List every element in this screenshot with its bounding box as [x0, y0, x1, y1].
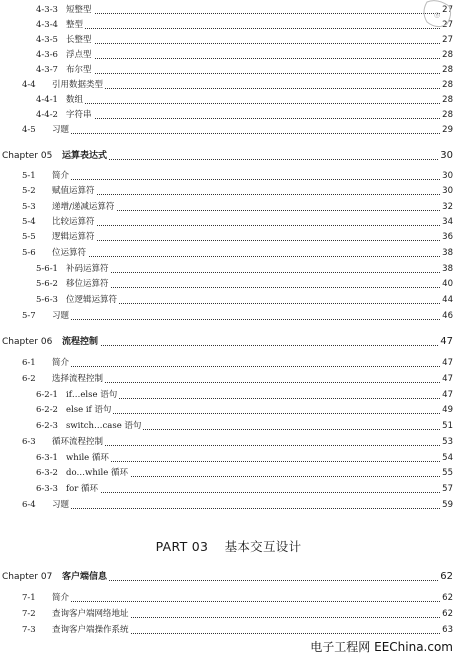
entry-title: 流程控制 [62, 337, 99, 347]
entry-text [22, 183, 97, 199]
subsection-entry [0, 107, 457, 123]
entry-number: 6-2 [22, 374, 36, 384]
chapter-entry [0, 334, 457, 350]
entry-text [36, 261, 111, 277]
leader-dots [66, 43, 442, 44]
leader-dots [66, 13, 442, 14]
entry-text [22, 168, 71, 184]
entry-number: 5-4 [22, 217, 36, 227]
section-entry [0, 497, 457, 513]
entry-text [2, 569, 109, 585]
leader-dots [52, 88, 442, 89]
entry-number: Chapter 07 [2, 572, 53, 582]
subsection-entry [0, 292, 457, 308]
entry-title: 客户端信息 [62, 572, 108, 582]
entry-text [36, 450, 111, 466]
entry-number: 4-3-6 [36, 50, 58, 60]
entry-text [36, 92, 85, 108]
entry-number: 7-3 [22, 625, 36, 635]
entry-number: 6-4 [22, 500, 36, 510]
entry-text [36, 387, 119, 403]
section-entry [0, 355, 457, 371]
subsection-entry [0, 261, 457, 277]
entry-text [22, 371, 105, 387]
entry-title: 简介 [52, 593, 70, 603]
leader-dots [52, 256, 442, 257]
entry-number: 6-1 [22, 358, 36, 368]
entry-title: 长整型 [66, 35, 92, 45]
entry-number: 7-1 [22, 593, 36, 603]
entry-page-number: 63 [440, 622, 453, 638]
entry-number: 4-4-1 [36, 95, 58, 105]
section-entry [0, 77, 457, 93]
leader-dots [52, 366, 442, 367]
entry-text [36, 292, 119, 308]
entry-title: 引用数据类型 [52, 80, 104, 90]
entry-page-number: 47 [438, 334, 453, 350]
leader-dots [52, 240, 442, 241]
leader-dots [66, 58, 442, 59]
entry-page-number: 28 [440, 77, 453, 93]
entry-number: 6-3-2 [36, 468, 58, 478]
entry-page-number: 55 [440, 465, 453, 481]
entry-number: 5-7 [22, 311, 36, 321]
entry-text [36, 47, 94, 63]
section-entry [0, 183, 457, 199]
leader-dots [52, 445, 442, 446]
leader-dots [66, 272, 442, 273]
part-title-text: 基本交互设计 [224, 539, 302, 554]
entry-page-number: 47 [440, 371, 453, 387]
entry-text [22, 590, 71, 606]
entry-page-number: 40 [440, 276, 453, 292]
entry-text [36, 32, 94, 48]
entry-page-number: 46 [440, 308, 453, 324]
subsection-entry [0, 47, 457, 63]
subsection-entry [0, 2, 457, 18]
entry-page-number: 30 [440, 183, 453, 199]
entry-title: 数组 [66, 95, 84, 105]
leader-dots [66, 73, 442, 74]
entry-page-number: 30 [440, 168, 453, 184]
section-entry [0, 168, 457, 184]
entry-number: 5-6 [22, 248, 36, 258]
leader-dots [66, 287, 442, 288]
entry-number: 5-2 [22, 186, 36, 196]
entry-text [22, 229, 97, 245]
entry-text [22, 308, 71, 324]
entry-title: 赋值运算符 [52, 186, 95, 196]
entry-page-number: 51 [440, 418, 453, 434]
leader-dots [66, 118, 442, 119]
entry-page-number: 62 [440, 590, 453, 606]
entry-title: 查询客户端网络地址 [52, 609, 129, 619]
entry-text [36, 276, 111, 292]
section-entry [0, 245, 457, 261]
entry-text [22, 214, 97, 230]
entry-number: 5-5 [22, 232, 36, 242]
subsection-entry [0, 276, 457, 292]
entry-page-number: 62 [440, 606, 453, 622]
watermark-text: 电子工程网 EEChina.com [310, 640, 453, 654]
entry-page-number: 36 [440, 229, 453, 245]
entry-text [36, 481, 100, 497]
entry-page-number: 27 [440, 2, 453, 18]
entry-number: 7-2 [22, 609, 36, 619]
subsection-entry [0, 92, 457, 108]
entry-text [36, 107, 94, 123]
entry-number: 5-6-3 [36, 295, 58, 305]
leader-dots [52, 225, 442, 226]
entry-page-number: 49 [440, 402, 453, 418]
entry-title: 补码运算符 [66, 264, 109, 274]
entry-title: 比较运算符 [52, 217, 95, 227]
entry-page-number: 28 [440, 62, 453, 78]
entry-number: 6-2-1 [36, 390, 58, 400]
section-entry [0, 214, 457, 230]
entry-text [36, 402, 113, 418]
leader-dots [52, 319, 442, 320]
subsection-entry [0, 465, 457, 481]
entry-page-number: 30 [438, 148, 453, 164]
leader-dots [52, 194, 442, 195]
entry-title: else if 语句 [66, 405, 112, 415]
entry-title: 浮点型 [66, 50, 92, 60]
entry-number: 4-3-4 [36, 20, 58, 30]
entry-number: 6-3-1 [36, 453, 58, 463]
entry-text [22, 622, 131, 638]
entry-number: 5-1 [22, 171, 36, 181]
chapter-entry [0, 148, 457, 164]
section-entry [0, 606, 457, 622]
entry-title: 运算表达式 [62, 151, 108, 161]
leader-dots [52, 133, 442, 134]
entry-title: 习题 [52, 125, 70, 135]
entry-title: 循环流程控制 [52, 437, 104, 447]
entry-title: 习题 [52, 500, 70, 510]
leader-dots [66, 398, 442, 399]
entry-number: 5-3 [22, 202, 36, 212]
entry-number: Chapter 05 [2, 151, 53, 161]
entry-text [36, 17, 85, 33]
entry-number: 4-3-5 [36, 35, 58, 45]
entry-number: 5-6-1 [36, 264, 58, 274]
leader-dots [66, 28, 442, 29]
entry-number: 6-2-3 [36, 421, 58, 431]
entry-title: 整型 [66, 20, 84, 30]
entry-number: 6-3 [22, 437, 36, 447]
entry-page-number: 27 [440, 17, 453, 33]
entry-number: 6-2-2 [36, 405, 58, 415]
entry-page-number: 47 [440, 387, 453, 403]
entry-title: 移位运算符 [66, 279, 109, 289]
entry-page-number: 32 [440, 199, 453, 215]
entry-title: 位逻辑运算符 [66, 295, 118, 305]
entry-number: Chapter 06 [2, 337, 53, 347]
part-heading [0, 537, 457, 555]
section-entry [0, 434, 457, 450]
section-entry [0, 229, 457, 245]
leader-dots [52, 601, 442, 602]
entry-page-number: 57 [440, 481, 453, 497]
entry-text [2, 148, 109, 164]
entry-number: 4-4 [22, 80, 36, 90]
entry-page-number: 29 [440, 122, 453, 138]
entry-text [36, 62, 94, 78]
subsection-entry [0, 402, 457, 418]
entry-page-number: 59 [440, 497, 453, 513]
entry-title: 短整型 [66, 5, 92, 15]
entry-page-number: 54 [440, 450, 453, 466]
part-number: PART 03 [155, 539, 209, 554]
section-entry [0, 122, 457, 138]
entry-title: 习题 [52, 311, 70, 321]
entry-page-number: 44 [440, 292, 453, 308]
leader-dots [66, 461, 442, 462]
section-entry [0, 622, 457, 638]
entry-title: switch…case 语句 [66, 421, 142, 431]
leader-dots [52, 508, 442, 509]
entry-title: 递增/递减运算符 [52, 202, 115, 212]
entry-number: 5-6-2 [36, 279, 58, 289]
subsection-entry [0, 450, 457, 466]
entry-page-number: 47 [440, 355, 453, 371]
entry-title: 位运算符 [52, 248, 87, 258]
entry-page-number: 34 [440, 214, 453, 230]
entry-text [36, 465, 130, 481]
section-entry [0, 590, 457, 606]
chapter-entry [0, 569, 457, 585]
section-entry [0, 199, 457, 215]
entry-text [22, 77, 105, 93]
leader-dots [52, 179, 442, 180]
entry-page-number: 28 [440, 47, 453, 63]
entry-text [22, 497, 71, 513]
entry-title: for 循环 [66, 484, 99, 494]
entry-title: 简介 [52, 358, 70, 368]
entry-page-number: 38 [440, 261, 453, 277]
entry-text [22, 199, 116, 215]
entry-title: 布尔型 [66, 65, 92, 75]
entry-number: 4-4-2 [36, 110, 58, 120]
svg-text:◎: ◎ [433, 11, 441, 19]
entry-page-number: 28 [440, 107, 453, 123]
subsection-entry [0, 481, 457, 497]
entry-page-number: 38 [440, 245, 453, 261]
subsection-entry [0, 418, 457, 434]
subsection-entry [0, 32, 457, 48]
entry-number: 4-5 [22, 125, 36, 135]
entry-title: 字符串 [66, 110, 92, 120]
entry-title: 简介 [52, 171, 70, 181]
leader-dots [66, 492, 442, 493]
entry-page-number: 62 [438, 569, 453, 585]
entry-text [36, 418, 143, 434]
subsection-entry [0, 387, 457, 403]
entry-title: 查询客户端操作系统 [52, 625, 129, 635]
entry-number: 4-3-7 [36, 65, 58, 75]
entry-page-number: 53 [440, 434, 453, 450]
entry-text [22, 122, 71, 138]
entry-title: 逻辑运算符 [52, 232, 95, 242]
entry-text [22, 606, 131, 622]
corner-stamp-icon [419, 0, 455, 30]
entry-title: 选择流程控制 [52, 374, 104, 384]
entry-page-number: 27 [440, 32, 453, 48]
entry-text [22, 355, 71, 371]
leader-dots [66, 103, 442, 104]
subsection-entry [0, 17, 457, 33]
entry-page-number: 28 [440, 92, 453, 108]
entry-text [36, 2, 94, 18]
entry-number: 6-3-3 [36, 484, 58, 494]
leader-dots [66, 303, 442, 304]
entry-text [22, 434, 105, 450]
leader-dots [66, 413, 442, 414]
section-entry [0, 371, 457, 387]
entry-title: do…while 循环 [66, 468, 128, 478]
leader-dots [52, 382, 442, 383]
entry-title: if…else 语句 [66, 390, 118, 400]
section-entry [0, 308, 457, 324]
entry-title: while 循环 [66, 453, 109, 463]
subsection-entry [0, 62, 457, 78]
entry-text [2, 334, 100, 350]
entry-number: 4-3-3 [36, 5, 58, 15]
entry-text [22, 245, 88, 261]
